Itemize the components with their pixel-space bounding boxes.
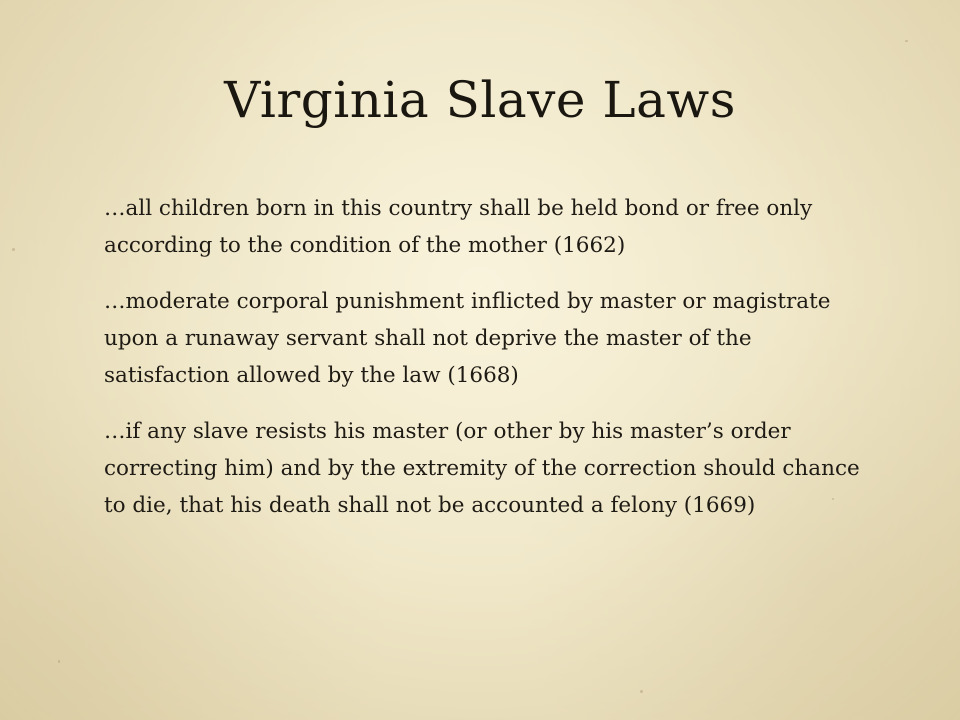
bullet-law-1662: …all children born in this country shall be held bond or free only according to the condition of the mother (1662)	[104, 196, 813, 258]
parchment-speck	[58, 660, 60, 663]
parchment-speck	[905, 40, 908, 42]
bullet-law-1668: …moderate corporal punishment inflicted by master or magistrate upon a runaway servant shall not deprive the master of the satisfaction allowed by the law (1668)	[104, 289, 831, 388]
bullet-law-1669: …if any slave resists his master (or other by his master’s order correcting him) and by the extremity of the correction should chance to die, that his death shall not be accounted a felony (1669)	[104, 419, 860, 518]
parchment-speck	[640, 690, 643, 693]
parchment-speck	[832, 498, 834, 500]
slide-title: Virginia Slave Laws	[224, 71, 736, 129]
bullet-list	[104, 190, 874, 543]
parchment-speck	[12, 248, 15, 251]
